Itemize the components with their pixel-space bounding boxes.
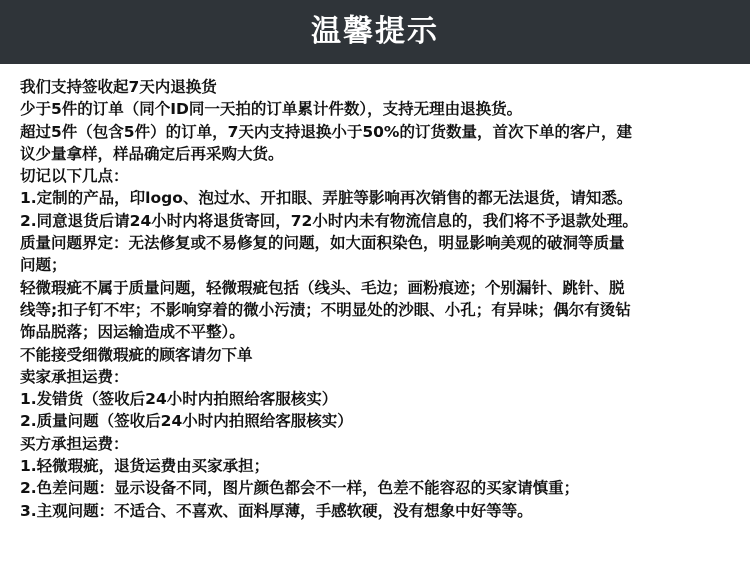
- notice-line: 卖家承担运费：: [20, 367, 129, 386]
- notice-line: 超过5件（包含5件）的订单，7天内支持退换小于50%的订货数量，首次下单的客户，建: [20, 122, 632, 141]
- notice-line: 饰品脱落；因运输造成不平整）。: [20, 323, 245, 342]
- notice-line: 1.发错货（签收后24小时内拍照给客服核实）: [20, 390, 338, 409]
- notice-line: 问题；: [20, 256, 67, 275]
- notice-body: [20, 76, 732, 522]
- notice-line: 3.主观问题：不适合、不喜欢、面料厚薄，手感软硬，没有想象中好等等。: [20, 501, 533, 520]
- notice-header: [0, 0, 750, 64]
- notice-line: 1.定制的产品，印logo、泡过水、开扣眼、弄脏等影响再次销售的都无法退货，请知悉。: [20, 189, 633, 208]
- notice-line: 切记以下几点：: [20, 167, 129, 186]
- notice-line: 2.同意退货后请24小时内将退货寄回，72小时内未有物流信息的，我们将不予退款处理。: [20, 211, 638, 230]
- notice-line: 2.质量问题（签收后24小时内拍照给客服核实）: [20, 412, 353, 431]
- notice-line: 我们支持签收起7天内退换货: [20, 78, 217, 96]
- notice-line: 议少量拿样，样品确定后再采购大货。: [20, 144, 284, 163]
- notice-line: 少于5件的订单（同个ID同一天拍的订单累计件数），支持无理由退换货。: [20, 100, 523, 119]
- notice-line: 质量问题界定：无法修复或不易修复的问题，如大面积染色，明显影响美观的破洞等质量: [20, 234, 625, 253]
- page-title: 温馨提示: [311, 14, 439, 49]
- notice-line: 不能接受细微瑕疵的顾客请勿下单: [20, 345, 253, 364]
- notice-line: 轻微瑕疵不属于质量问题，轻微瑕疵包括（线头、毛边；画粉痕迹；个别漏针、跳针、脱: [20, 278, 625, 297]
- notice-line: 1.轻微瑕疵，退货运费由买家承担；: [20, 457, 270, 476]
- notice-line: 2.色差问题：显示设备不同，图片颜色都会不一样，色差不能容忍的买家请慎重；: [20, 479, 580, 498]
- notice-line: 线等;扣子钉不牢；不影响穿着的微小污渍；不明显处的沙眼、小孔；有异味；偶尔有烫钻: [20, 300, 631, 319]
- notice-line: 买方承担运费：: [20, 434, 129, 453]
